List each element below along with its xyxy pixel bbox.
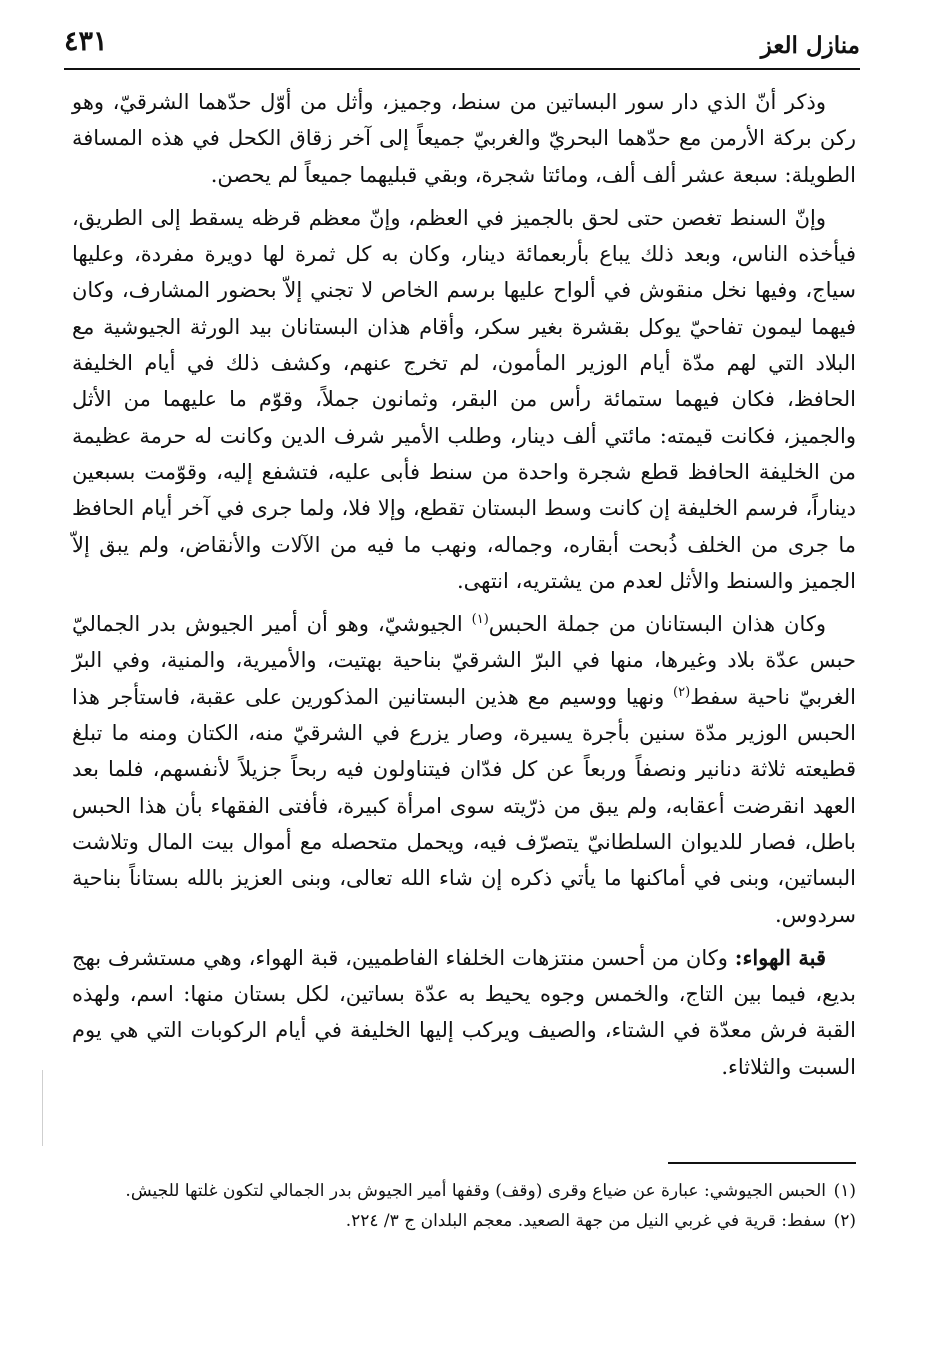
footnote-reference-2[interactable]: (٢)	[673, 684, 691, 700]
page-header	[64, 18, 860, 70]
paragraph-text: وذكر أنّ الذي دار سور البساتين من سنط، وجميز، وأثل من أوّل حدّهما الشرقيّ، وهو ركن بركة الأرمن مع حدّهما البحريّ والغربيّ جميعاً إلى آخر زقاق الكحل في هذه المسافة الطويلة: سبعة عشر ألف ألف، ومائتا شجرة، وبقي قبليهما جميعاً لم يحصن.	[72, 90, 856, 187]
footnote-reference-1[interactable]: (١)	[471, 612, 489, 628]
footnote-number: (١)	[833, 1181, 856, 1201]
header-rule	[64, 68, 860, 70]
paragraph-text-middle: الجيوشيّ، وهو أن أمير الجيوش بدر الجماليّ حبس عدّة بلاد وغيرها، منها في البرّ الشرقيّ بناحية بهتيت، والأميرية، والمنية، وفي البرّ الغربيّ ناحية سفط	[72, 612, 856, 709]
paragraph-acacia-gardens	[72, 200, 856, 599]
section-heading-qubbat-al-hawa: قبة الهواء:	[734, 944, 826, 970]
footnotes	[72, 1177, 856, 1287]
footnote-text: الحبس الجيوشي: عبارة عن ضياع وقرى (وقف) وقفها أمير الجيوش بدر الجمالي لتكون غلتها للجيش.	[125, 1181, 826, 1201]
paragraph-juyushi-endowment	[72, 606, 856, 933]
footnote-text: سفط: قرية في غربي النيل من جهة الصعيد. معجم البلدان ج ٣/ ٢٢٤.	[345, 1211, 826, 1231]
paragraph-text-before-note: وكان هذان البستانان من جملة الحبس	[488, 612, 826, 637]
footnote-separator	[668, 1162, 856, 1164]
paragraph-text: وكان من أحسن منتزهات الخلفاء الفاطميين، قبة الهواء، وهي مستشرف بهج بديع، فيما بين التاج، والخمس وجوه يحيط به عدّة بساتين، لكل بستان منها: اسم، ولهذه القبة فرش معدّة في الشتاء، والصيف ويركب إليها الخليفة في أيام الركوبات التي هي يوم السبت والثلاثاء.	[72, 945, 856, 1079]
footnote-2	[72, 1207, 856, 1236]
paragraph-text-after-note: ونهيا ووسيم مع هذين البستانين المذكورين على عقبة، فاستأجر هذا الحبس الوزير مدّة سنين بأجرة يسيرة، وصار يزرع في الشرقيّ منه، الكتان ومنه ما تبلغ قطيعته ثلاثة دنانير ونصفاً وربعاً عن كل فدّان فيتناولون فيه ربحاً جزيلاً لأنفسهم، فلما بعد العهد انقرضت أعقابه، ولم يبق من ذرّيته سوى امرأة كبيرة، فأفتى الفقهاء بأن هذا الحبس باطل، فصار للديوان السلطانيّ يتصرّف فيه، ويحمل متحصله مع أموال بيت المال وتلاشت البساتين، وبنى في أماكنها ما يأتي ذكره إن شاء الله تعالى، وبنى العزيز بالله بستاناً بناحية سردوس.	[72, 684, 856, 927]
footnote-1	[72, 1177, 856, 1206]
scan-edge-mark	[42, 1070, 43, 1146]
page-number: ٤٣١	[64, 26, 108, 57]
running-title: منازل العز	[760, 32, 860, 59]
footnote-number: (٢)	[833, 1211, 856, 1231]
paragraph-sycamore-fence	[72, 84, 856, 193]
paragraph-text: وإنّ السنط تغصن حتى لحق بالجميز في العظم، وإنّ معظم قرظه يسقط إلى الطريق، فيأخذه الناس، وبعد ذلك يباع بأربعمائة دينار، وكان به كل ثمرة لها دويرة مفردة، وعليها سياج، وفيها نخل منقوش في ألواح عليها برسم الخاص لا تجني إلاّ بحضور المشارف، وكان فيهما ليمون تفاحيّ يوكل بقشرة بغير سكر، وأقام هذان البستانان بيد الورثة الجيوشية مع البلاد التي لهم مدّة أيام الوزير المأمون، لم تخرج عنهم، وكشف ذلك في أيام الخليفة الحافظ، فكان فيهما ستمائة رأس من البقر، وثمانون جملاً، وقوّم ما عليهما من الأثل والجميز، فكانت قيمته: مائتي ألف دينار، وطلب الأمير شرف الدين وكانت له حرمة عظيمة من الخليفة الحافظ قطع شجرة واحدة من سنط فأبى عليه، فتشفع إليه، وقوّمت بسبعين ديناراً، فرسم الخليفة إن كانت وسط البستان تقطع، وإلا فلا، ولما جرى في آخر أيام الحافظ ما جرى من الخلف ذُبحت أبقاره، وجماله، ونهب ما فيه من الآلات والأنقاض، ولم يبق إلاّ الجميز والسنط والأثل لعدم من يشتريه، انتهى.	[72, 205, 856, 593]
paragraph-qubbat-al-hawa	[72, 940, 856, 1085]
main-text	[72, 84, 856, 1144]
